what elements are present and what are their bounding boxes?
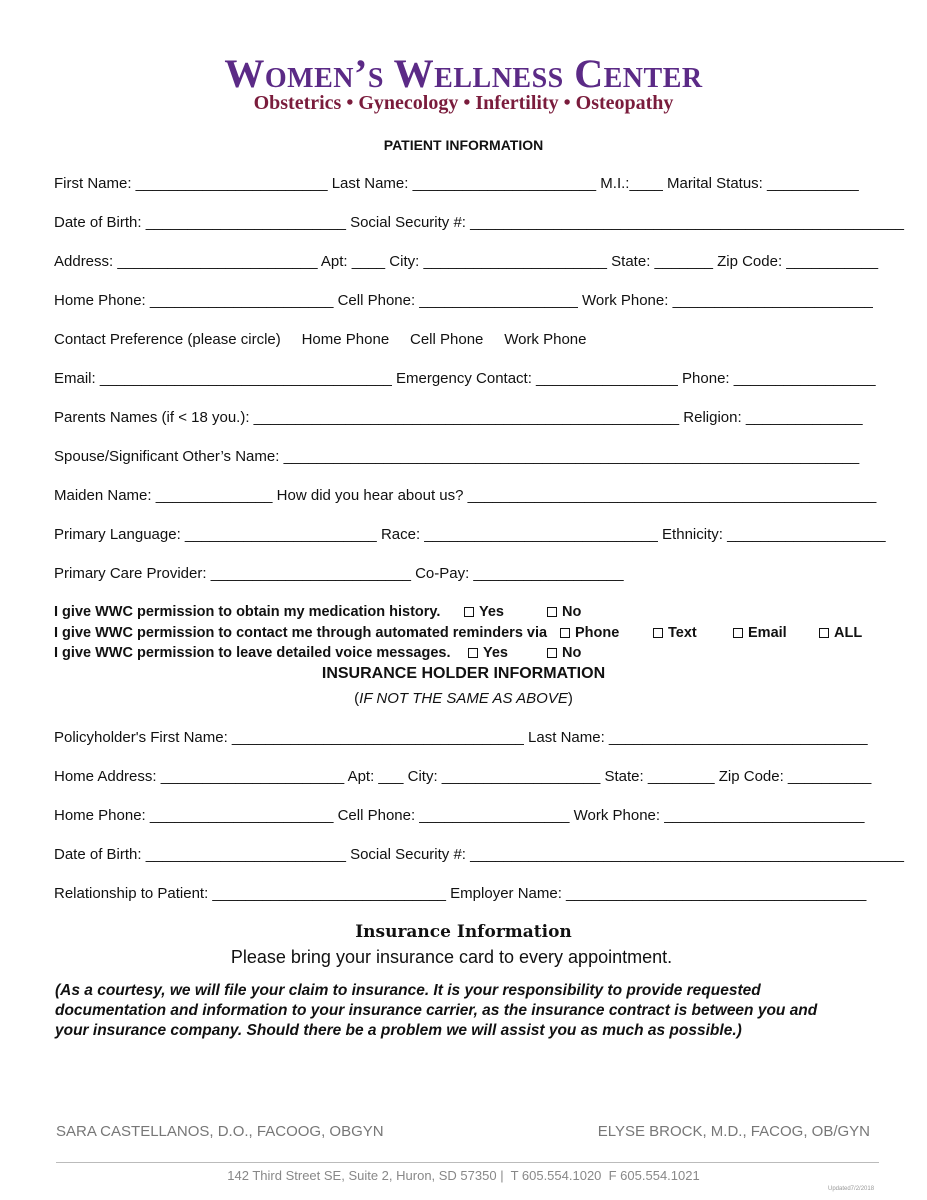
policyholder-address-line[interactable]: Home Address: ______________________ Apt: ___ City: ___________________ State: ________ Zip Code: __________	[54, 768, 872, 785]
phone-line[interactable]: Home Phone: ______________________ Cell Phone: ___________________ Work Phone: ________________________	[54, 292, 873, 309]
insurance-holder-title: INSURANCE HOLDER INFORMATION	[321, 665, 606, 682]
insurance-card-reminder: Please bring your insurance card to every appointment.	[230, 947, 673, 967]
policyholder-name-line[interactable]: Policyholder's First Name: ___________________________________ Last Name: _______________________________	[54, 729, 868, 746]
checkbox-icon	[547, 607, 557, 617]
logo-title: Women’s Wellness Center	[224, 51, 703, 96]
medication-no-checkbox[interactable]: No	[547, 604, 581, 620]
permission-medication-history-text: I give WWC permission to obtain my medication history.	[54, 604, 441, 620]
section-title-patient-information: PATIENT INFORMATION	[383, 137, 544, 153]
courtesy-line-1: (As a courtesy, we will file your claim to insurance. It is your responsibility to provide requested	[55, 982, 761, 999]
footer-divider	[56, 1162, 879, 1163]
contact-preference-line[interactable]: Contact Preference (please circle) Home Phone Cell Phone Work Phone	[54, 331, 587, 348]
reminder-text-checkbox[interactable]: Text	[653, 625, 697, 641]
insurance-information-title: Insurance Information	[355, 922, 572, 942]
reminder-all-checkbox[interactable]: ALL	[819, 625, 862, 641]
policyholder-phone-line[interactable]: Home Phone: ______________________ Cell Phone: __________________ Work Phone: ________________________	[54, 807, 865, 824]
primary-language-line[interactable]: Primary Language: _______________________ Race: ____________________________ Ethnicity: ___________________	[54, 526, 886, 543]
logo-subtitle: Obstetrics • Gynecology • Infertility • Osteopathy	[253, 92, 674, 114]
footer-address: 142 Third Street SE, Suite 2, Huron, SD 57350 | T 605.554.1020 F 605.554.1021	[227, 1168, 700, 1183]
checkbox-icon	[653, 628, 663, 638]
checkbox-icon	[733, 628, 743, 638]
policyholder-dob-line[interactable]: Date of Birth: ________________________ Social Security #: ____________________________________________________	[54, 846, 904, 863]
updated-date: Updated7/2/2018	[828, 1186, 875, 1192]
permission-automated-reminders-text: I give WWC permission to contact me through automated reminders via	[54, 625, 548, 641]
reminder-phone-checkbox[interactable]: Phone	[560, 625, 619, 641]
email-line[interactable]: Email: ___________________________________ Emergency Contact: _________________ Phone: _________________	[54, 370, 876, 387]
checkbox-icon	[464, 607, 474, 617]
parents-names-line[interactable]: Parents Names (if < 18 you.): ___________________________________________________ Religion: ______________	[54, 409, 863, 426]
checkbox-icon	[547, 648, 557, 658]
date-of-birth-line[interactable]: Date of Birth: ________________________ Social Security #: ____________________________________________________	[54, 214, 904, 231]
courtesy-line-3: your insurance company. Should there be a problem we will assist you as much as possible.)	[55, 1022, 742, 1039]
insurance-holder-subtitle: (IF NOT THE SAME AS ABOVE)	[354, 690, 573, 707]
checkbox-icon	[468, 648, 478, 658]
medication-yes-checkbox[interactable]: Yes	[464, 604, 504, 620]
reminder-email-checkbox[interactable]: Email	[733, 625, 787, 641]
doctor-right-name: ELYSE BROCK, M.D., FACOG, OB/GYN	[597, 1123, 870, 1140]
address-line[interactable]: Address: ________________________ Apt: ____ City: ______________________ State: _______ Zip Code: ___________	[54, 253, 879, 270]
doctor-left-name: SARA CASTELLANOS, D.O., FACOOG, OBGYN	[56, 1123, 384, 1140]
voice-yes-checkbox[interactable]: Yes	[468, 645, 508, 661]
first-name-line[interactable]: First Name: _______________________ Last Name: ______________________ M.I.:____ Marital Status: ___________	[54, 175, 859, 192]
permission-voice-messages-text: I give WWC permission to leave detailed voice messages.	[54, 645, 451, 661]
maiden-name-line[interactable]: Maiden Name: ______________ How did you hear about us? _________________________________________________	[54, 487, 877, 504]
courtesy-line-2: documentation and information to your insurance carrier, as the insurance contract is between you and	[55, 1002, 818, 1019]
checkbox-icon	[560, 628, 570, 638]
voice-no-checkbox[interactable]: No	[547, 645, 581, 661]
primary-care-provider-line[interactable]: Primary Care Provider: ________________________ Co-Pay: __________________	[54, 565, 624, 582]
policyholder-relationship-line[interactable]: Relationship to Patient: ____________________________ Employer Name: ____________________________________	[54, 885, 867, 902]
checkbox-icon	[819, 628, 829, 638]
spouse-name-line[interactable]: Spouse/Significant Other’s Name: _____________________________________________________________________	[54, 448, 860, 465]
